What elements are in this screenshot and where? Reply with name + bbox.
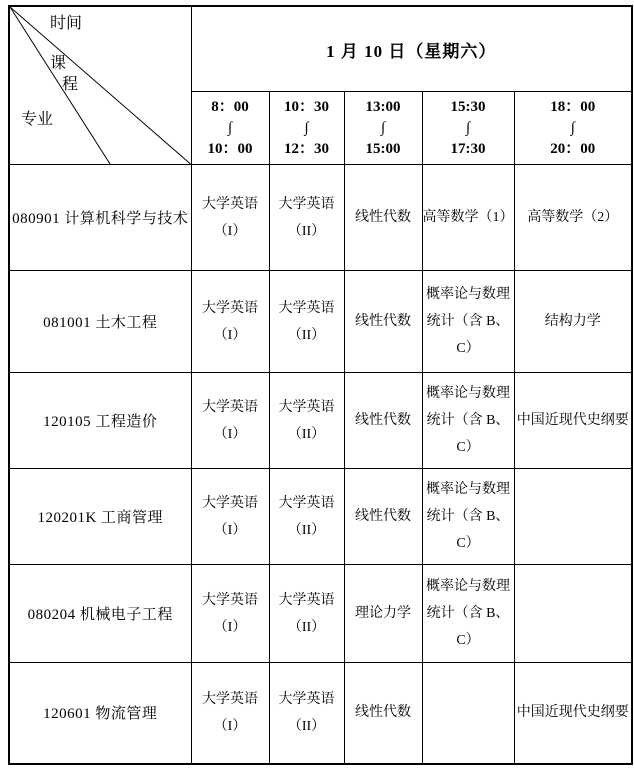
course-cell: 高等数学（1） — [422, 165, 514, 271]
course-cell: 概率论与数理 统计（含 B、C） — [422, 271, 514, 373]
time-start: 8：00 — [211, 98, 249, 115]
course-cell: 大学英语 （II） — [269, 165, 344, 271]
major-cell: 081001 土木工程 — [9, 271, 191, 373]
course-cell: 大学英语 （I） — [191, 565, 269, 663]
corner-course-label-line1: 课 — [50, 55, 67, 72]
time-end: 15:00 — [365, 140, 401, 157]
course-cell: 大学英语 （II） — [269, 663, 344, 764]
time-end: 12：30 — [283, 140, 329, 157]
time-slot-cell — [344, 92, 422, 165]
course-cell: 线性代数 — [344, 165, 422, 271]
course-cell: 理论力学 — [344, 565, 422, 663]
table-row — [9, 373, 632, 469]
time-start: 13:00 — [365, 98, 401, 115]
course-cell: 大学英语 （I） — [191, 271, 269, 373]
major-cell: 120201K 工商管理 — [9, 469, 191, 565]
course-cell: 高等数学（2） — [514, 165, 632, 271]
exam-schedule-table — [8, 5, 633, 765]
time-slot-cell — [269, 92, 344, 165]
time-end: 17:30 — [450, 140, 486, 157]
time-separator: ∫ — [570, 119, 575, 136]
time-separator: ∫ — [465, 119, 471, 136]
corner-major-label: 专业 — [21, 111, 54, 128]
course-cell: 线性代数 — [344, 469, 422, 565]
course-cell: 线性代数 — [344, 373, 422, 469]
major-cell: 120601 物流管理 — [9, 663, 191, 764]
major-cell: 080204 机械电子工程 — [9, 565, 191, 663]
course-cell-empty — [514, 565, 632, 663]
time-slot-cell — [191, 92, 269, 165]
course-cell: 大学英语 （I） — [191, 373, 269, 469]
course-cell: 概率论与数理 统计（含 B、C） — [422, 469, 514, 565]
time-separator: ∫ — [227, 119, 233, 136]
table-row — [9, 663, 632, 764]
major-cell: 120105 工程造价 — [9, 373, 191, 469]
course-cell: 大学英语 （II） — [269, 271, 344, 373]
course-cell: 大学英语 （I） — [191, 165, 269, 271]
table-row — [9, 469, 632, 565]
course-cell-empty — [514, 469, 632, 565]
course-cell: 大学英语 （I） — [191, 663, 269, 764]
course-cell: 概率论与数理 统计（含 B、C） — [422, 373, 514, 469]
course-cell: 大学英语 （II） — [269, 469, 344, 565]
corner-course-label-line2: 程 — [62, 76, 79, 93]
time-end: 10：00 — [207, 140, 253, 157]
course-cell: 概率论与数理 统计（含 B、C） — [422, 565, 514, 663]
time-end: 20：00 — [550, 140, 596, 157]
date-header-cell: 1 月 10 日（星期六） — [191, 6, 632, 92]
course-cell: 结构力学 — [514, 271, 632, 373]
table-row — [9, 565, 632, 663]
course-cell: 大学英语 （II） — [269, 373, 344, 469]
table-row — [9, 165, 632, 271]
time-start: 18：00 — [550, 98, 596, 115]
time-slot-cell — [422, 92, 514, 165]
time-start: 15:30 — [450, 98, 486, 115]
time-slot-cell — [514, 92, 632, 165]
time-start: 10：30 — [283, 98, 329, 115]
time-separator: ∫ — [380, 119, 386, 136]
table-row — [9, 271, 632, 373]
time-separator: ∫ — [304, 119, 309, 136]
course-cell: 大学英语 （II） — [269, 565, 344, 663]
major-cell: 080901 计算机科学与技术 — [9, 165, 191, 271]
diagonal-lines — [10, 7, 191, 164]
course-cell: 中国近现代史纲要 — [514, 373, 632, 469]
course-cell: 线性代数 — [344, 271, 422, 373]
course-cell: 中国近现代史纲要 — [514, 663, 632, 764]
course-cell-empty — [422, 663, 514, 764]
corner-header-cell — [9, 6, 191, 165]
course-cell: 大学英语 （I） — [191, 469, 269, 565]
corner-time-label: 时间 — [50, 15, 83, 32]
course-cell: 线性代数 — [344, 663, 422, 764]
